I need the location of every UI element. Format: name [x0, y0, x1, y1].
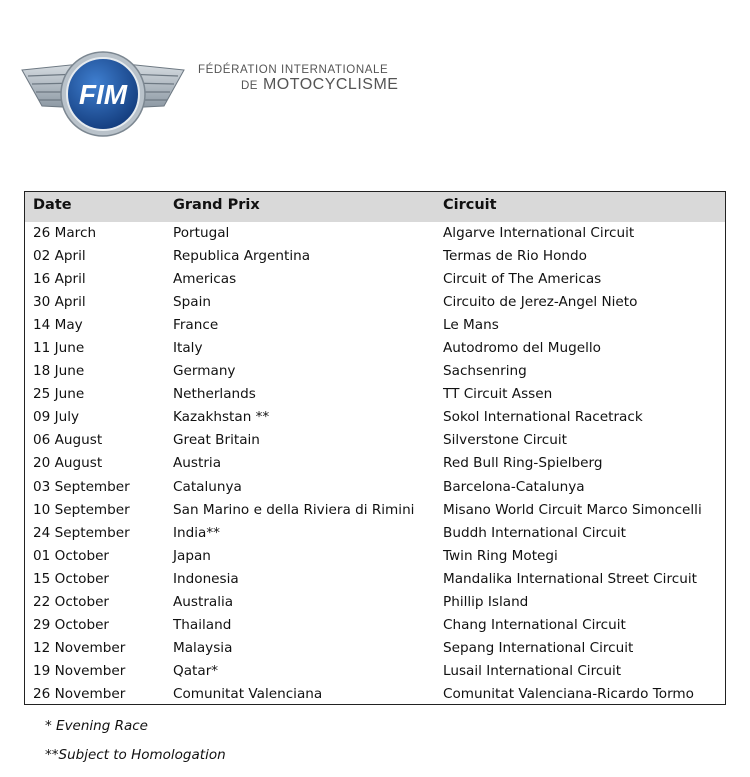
cell-circuit: Chang International Circuit [443, 616, 626, 633]
column-header-grand-prix: Grand Prix [173, 197, 260, 213]
table-row [25, 315, 725, 338]
cell-grand-prix: Indonesia [173, 570, 239, 587]
cell-circuit: Barcelona-Catalunya [443, 478, 585, 495]
cell-circuit: Algarve International Circuit [443, 225, 635, 241]
cell-grand-prix: Comunitat Valenciana [173, 685, 323, 702]
cell-circuit: Comunitat Valenciana-Ricardo Tormo [443, 685, 694, 702]
table-row [25, 569, 725, 592]
cell-circuit: Phillip Island [443, 593, 529, 610]
logo-text: FIM [78, 79, 128, 110]
cell-circuit: Lusail International Circuit [443, 662, 622, 679]
footnote-homologation: **Subject to Homologation [45, 747, 226, 763]
cell-circuit: Autodromo del Mugello [443, 340, 601, 357]
organization-name-line2 [241, 76, 398, 94]
table-row [25, 546, 725, 569]
cell-date: 16 April [33, 271, 86, 288]
table-row [25, 407, 725, 430]
cell-grand-prix: San Marino e della Riviera di Rimini [173, 501, 415, 518]
cell-grand-prix: Germany [173, 363, 236, 380]
table-row [25, 269, 725, 292]
cell-grand-prix: Catalunya [173, 478, 242, 495]
table-row [25, 684, 725, 707]
cell-date: 03 September [33, 478, 130, 495]
fim-logo-icon [20, 48, 186, 138]
cell-date: 25 June [33, 386, 85, 403]
cell-circuit: TT Circuit Assen [443, 386, 553, 403]
cell-date: 20 August [33, 455, 103, 472]
cell-grand-prix: Qatar* [173, 662, 219, 679]
cell-grand-prix: Great Britain [173, 432, 260, 449]
cell-circuit: Sepang International Circuit [443, 639, 634, 656]
cell-date: 14 May [33, 317, 83, 334]
table-row [25, 661, 725, 684]
cell-circuit: Twin Ring Motegi [443, 547, 558, 564]
table-row [25, 361, 725, 384]
cell-grand-prix: Netherlands [173, 386, 256, 403]
cell-date: 11 June [33, 340, 85, 357]
footnote-evening-race: * Evening Race [45, 718, 148, 734]
cell-date: 26 November [33, 685, 126, 702]
cell-grand-prix: India** [173, 524, 220, 541]
cell-grand-prix: Australia [173, 593, 234, 610]
table-row [25, 384, 725, 407]
table-row [25, 338, 725, 361]
cell-grand-prix: Republica Argentina [173, 248, 311, 265]
cell-date: 12 November [33, 639, 126, 656]
cell-circuit: Silverstone Circuit [443, 432, 567, 449]
cell-grand-prix: Thailand [173, 616, 232, 633]
cell-circuit: Mandalika International Street Circuit [443, 570, 697, 587]
column-header-circuit: Circuit [443, 197, 497, 213]
cell-grand-prix: Malaysia [173, 639, 233, 656]
cell-date: 22 October [33, 593, 110, 610]
table-row [25, 430, 725, 453]
cell-date: 06 August [33, 432, 103, 449]
table-row [25, 246, 725, 269]
cell-grand-prix: Japan [173, 547, 211, 564]
table-row [25, 592, 725, 615]
cell-date: 18 June [33, 363, 85, 380]
cell-grand-prix: France [173, 317, 219, 334]
column-header-date: Date [33, 197, 72, 213]
organization-name-line1: FÉDÉRATION INTERNATIONALE [198, 64, 389, 76]
table-row [25, 500, 725, 523]
cell-date: 15 October [33, 570, 110, 587]
cell-date: 19 November [33, 662, 126, 679]
cell-circuit: Circuito de Jerez-Angel Nieto [443, 294, 638, 311]
table-row [25, 615, 725, 638]
table-header [25, 192, 725, 222]
cell-circuit: Sachsenring [443, 363, 527, 380]
table-row [25, 453, 725, 476]
cell-date: 09 July [33, 409, 80, 426]
cell-circuit: Sokol International Racetrack [443, 409, 643, 426]
cell-circuit: Red Bull Ring-Spielberg [443, 455, 603, 472]
cell-grand-prix: Portugal [173, 225, 230, 241]
cell-date: 10 September [33, 501, 130, 518]
cell-circuit: Buddh International Circuit [443, 524, 626, 541]
cell-grand-prix: Kazakhstan ** [173, 409, 270, 426]
table-row [25, 292, 725, 315]
calendar-table [24, 191, 726, 705]
cell-grand-prix: Austria [173, 455, 222, 472]
table-row [25, 477, 725, 500]
cell-circuit: Termas de Rio Hondo [443, 248, 587, 265]
cell-grand-prix: Italy [173, 340, 203, 357]
cell-date: 02 April [33, 248, 86, 265]
table-row [25, 523, 725, 546]
cell-grand-prix: Spain [173, 294, 211, 311]
cell-circuit: Le Mans [443, 317, 499, 334]
cell-date: 24 September [33, 524, 130, 541]
cell-date: 29 October [33, 616, 110, 633]
table-row [25, 223, 725, 246]
cell-date: 26 March [33, 225, 97, 241]
fim-logo [20, 48, 186, 138]
footnotes [45, 718, 226, 776]
organization-name-prefix: DE [241, 80, 258, 92]
cell-date: 30 April [33, 294, 86, 311]
table-row [25, 638, 725, 661]
cell-date: 01 October [33, 547, 110, 564]
cell-grand-prix: Americas [173, 271, 237, 288]
cell-circuit: Misano World Circuit Marco Simoncelli [443, 501, 702, 518]
table-body [25, 222, 725, 707]
organization-name-main: MOTOCYCLISME [262, 76, 399, 93]
cell-circuit: Circuit of The Americas [443, 271, 602, 288]
